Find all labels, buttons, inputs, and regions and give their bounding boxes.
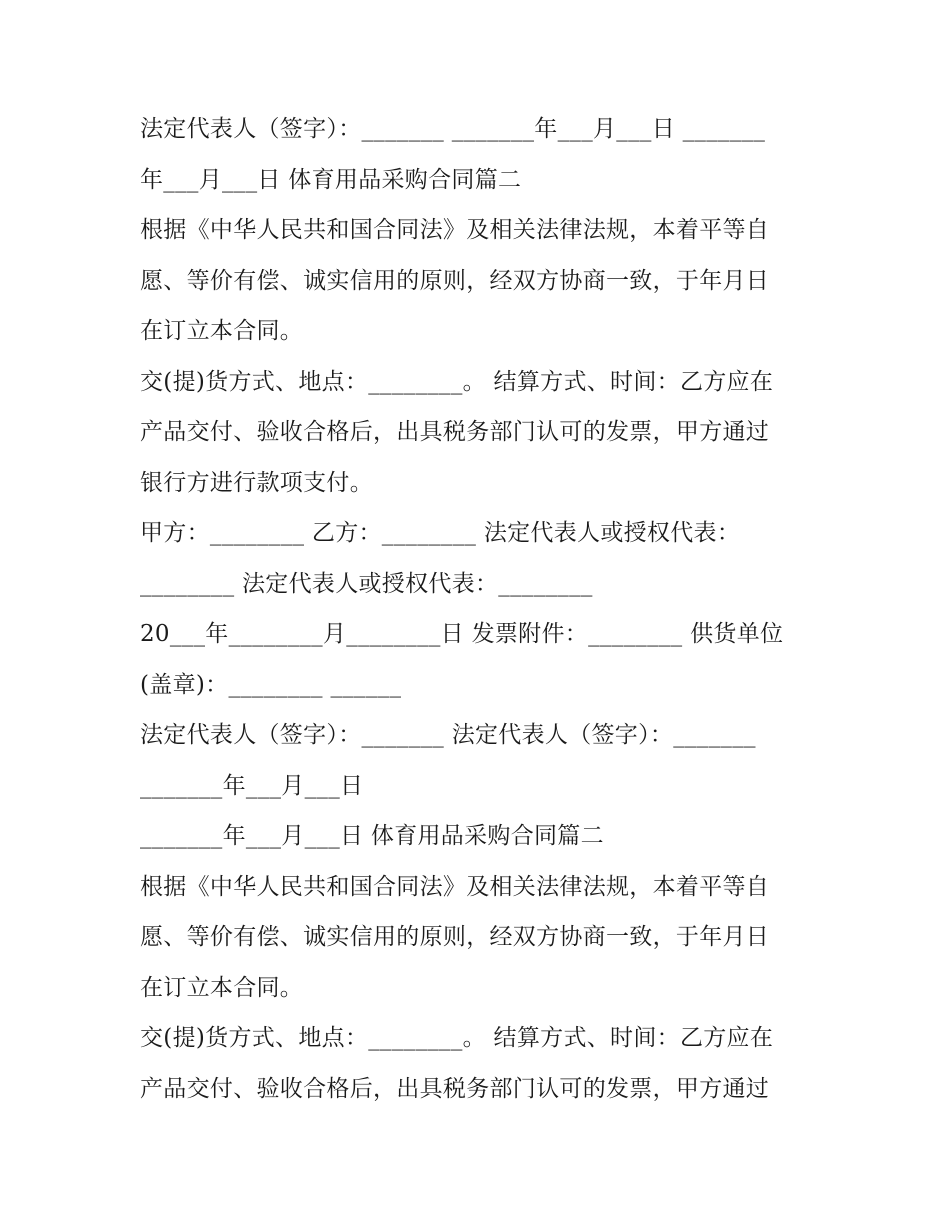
text-line: 年___月___日 体育用品采购合同篇二 [140, 166, 522, 193]
text-line: 产品交付、验收合格后，出具税务部门认可的发票，甲方通过 [140, 1075, 770, 1102]
text-line: 20___年________月________日 发票附件：________ 供货单位 [140, 621, 784, 647]
text-line: 产品交付、验收合格后，出具税务部门认可的发票，甲方通过 [140, 419, 770, 445]
text-line: 法定代表人（签字）：_______ 法定代表人（签字）：_______ [140, 722, 756, 748]
document-body [140, 104, 820, 1114]
text-line: 愿、等价有偿、诚实信用的原则，经双方协商一致，于年月日 [140, 924, 770, 950]
text-line: 法定代表人（签字）：_______ _______年___月___日 _______ [140, 116, 766, 142]
text-line: _______年___月___日 体育用品采购合同篇二 [140, 823, 604, 849]
text-line: _______年___月___日 [140, 772, 364, 799]
text-line: 银行方进行款项支付。 [140, 469, 373, 496]
text-line: ________ 法定代表人或授权代表：________ [140, 570, 593, 597]
text-line: 根据《中华人民共和国合同法》及相关法律法规，本着平等自 [140, 873, 770, 900]
text-line: 在订立本合同。 [140, 974, 304, 1001]
text-line: 根据《中华人民共和国合同法》及相关法律法规，本着平等自 [140, 217, 770, 243]
text-line: 在订立本合同。 [140, 318, 304, 344]
text-line: 交(提)货方式、地点：________。 结算方式、时间：乙方应在 [140, 368, 774, 395]
text-line: 甲方：________ 乙方：________ 法定代表人或授权代表： [140, 520, 741, 546]
text-line: 交(提)货方式、地点：________。 结算方式、时间：乙方应在 [140, 1025, 774, 1051]
text-line: (盖章)：________ ______ [140, 671, 402, 698]
text-line: 愿、等价有偿、诚实信用的原则，经双方协商一致，于年月日 [140, 267, 770, 294]
